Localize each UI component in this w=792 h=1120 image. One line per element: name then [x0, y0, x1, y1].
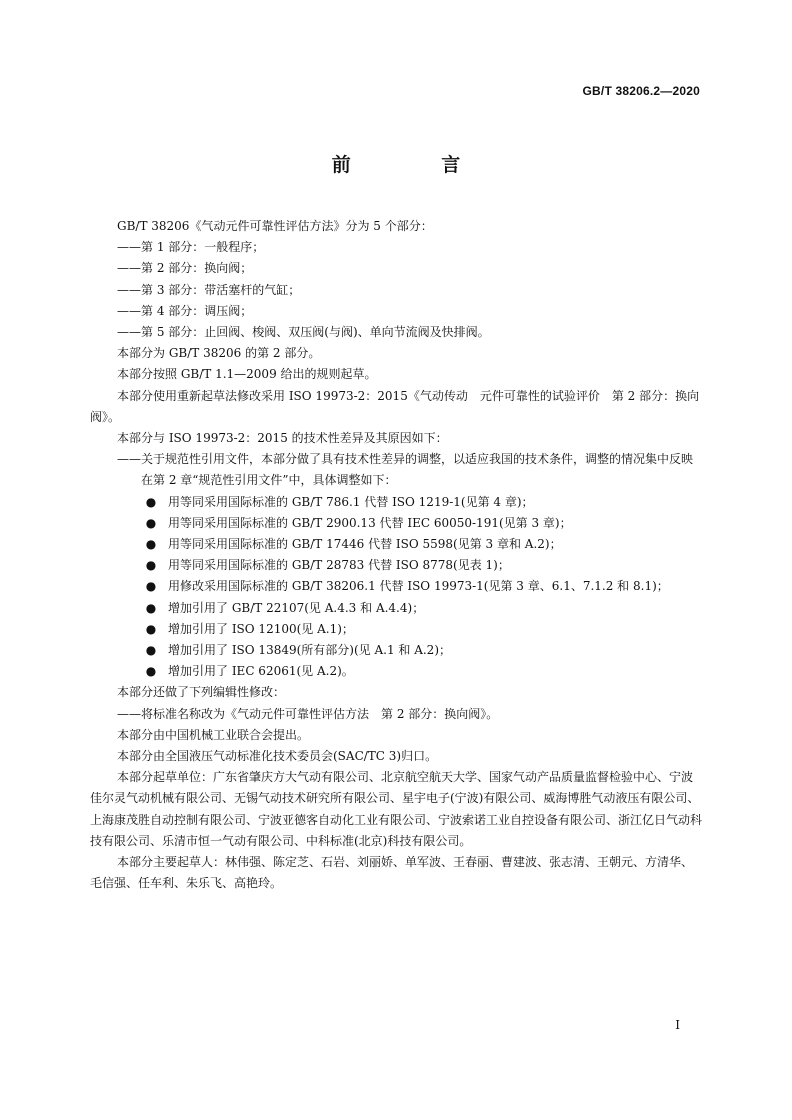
list-item-part-1: ——第 1 部分：一般程序； — [117, 240, 265, 255]
paragraph-editorial: 本部分还做了下列编辑性修改： — [117, 685, 286, 700]
paragraph-drafters: 本部分主要起草人：林伟强、陈定芝、石岩、刘丽娇、单军波、王春丽、曹建波、张志清、王朝元、方清华、毛信强、任车利、朱乐飞、高艳玲。 — [90, 855, 694, 891]
bullet-icon: ● — [145, 558, 157, 573]
document-body — [90, 216, 702, 895]
list-item-part-2: ——第 2 部分：换向阀； — [117, 261, 253, 276]
bullet-icon: ● — [145, 494, 157, 509]
bullet-item: ● 增加引用了 ISO 12100(见 A.1)； — [90, 619, 702, 640]
list-item-title-change: ——将标准名称改为《气动元件可靠性评估方法 第 2 部分：换向阀》。 — [117, 706, 499, 721]
bullet-item: ● 增加引用了 IEC 62061(见 A.2)。 — [90, 661, 702, 682]
bullet-item: ● 用修改采用国际标准的 GB/T 38206.1 代替 ISO 19973-1(见第 3 章、6.1、7.1.2 和 8.1)； — [90, 576, 702, 597]
paragraph-proposer: 本部分由中国机械工业联合会提出。 — [117, 727, 310, 742]
bullet-item: ● 增加引用了 ISO 13849(所有部分)(见 A.1 和 A.2)； — [90, 640, 702, 661]
list-item-part-4: ——第 4 部分：调压阀； — [117, 303, 253, 318]
bullet-item: ● 用等同采用国际标准的 GB/T 2900.13 代替 IEC 60050-191(见第 3 章)； — [90, 513, 702, 534]
paragraph-drafting-units: 本部分起草单位：广东省肇庆方大气动有限公司、北京航空航天大学、国家气动产品质量监督检验中心、宁波佳尔灵气动机械有限公司、无锡气动技术研究所有限公司、星宇电子(宁波)有限公司、威海博胜气动液压有限公司、上海康茂胜自动控制有限公司、宁波亚德客自动化工业有限公司、宁波索诺工业自控设备有限公司、浙江亿日气动科技有限公司、乐清市恒一气动有限公司、中科标准(北京)科技有限公司。 — [90, 770, 703, 848]
bullet-item: ● 用等同采用国际标准的 GB/T 786.1 代替 ISO 1219-1(见第 4 章)； — [90, 492, 702, 513]
paragraph-drafting-rules: 本部分按照 GB/T 1.1—2009 给出的规则起草。 — [117, 367, 377, 382]
bullet-icon: ● — [145, 600, 157, 615]
paragraph-intro: GB/T 38206《气动元件可靠性评估方法》分为 5 个部分： — [117, 219, 433, 233]
bullet-icon: ● — [145, 643, 157, 658]
paragraph-differences: 本部分与 ISO 19973-2：2015 的技术性差异及其原因如下： — [117, 431, 448, 446]
list-item-part-5: ——第 5 部分：止回阀、梭阀、双压阀(与阀)、单向节流阀及快排阀。 — [117, 325, 490, 340]
bullet-item: ● 增加引用了 GB/T 22107(见 A.4.3 和 A.4.4)； — [90, 598, 702, 619]
bullet-icon: ● — [145, 621, 157, 636]
page-number: I — [675, 1018, 680, 1032]
standard-code: GB/T 38206.2—2020 — [582, 84, 700, 98]
bullet-icon: ● — [145, 579, 157, 594]
bullet-icon: ● — [145, 537, 157, 552]
paragraph-committee: 本部分由全国液压气动标准化技术委员会(SAC/TC 3)归口。 — [117, 749, 438, 764]
bullet-item: ● 用等同采用国际标准的 GB/T 28783 代替 ISO 8778(见表 1)； — [90, 555, 702, 576]
page-title: 前 言 — [331, 154, 503, 176]
list-item-part-3: ——第 3 部分：带活塞杆的气缸； — [117, 282, 301, 297]
paragraph-adoption: 本部分使用重新起草法修改采用 ISO 19973-2：2015《气动传动 元件可靠性的试验评价 第 2 部分：换向阀》。 — [90, 388, 700, 424]
list-item-normative-refs: ——关于规范性引用文件，本部分做了具有技术性差异的调整，以适应我国的技术条件，调整的情况集中反映在第 2 章“规范性引用文件”中，具体调整如下： — [117, 452, 694, 488]
paragraph-part-statement: 本部分为 GB/T 38206 的第 2 部分。 — [117, 346, 321, 361]
bullet-item: ● 用等同采用国际标准的 GB/T 17446 代替 ISO 5598(见第 3 章和 A.2)； — [90, 534, 702, 555]
bullet-icon: ● — [145, 515, 157, 530]
bullet-icon: ● — [145, 664, 157, 679]
